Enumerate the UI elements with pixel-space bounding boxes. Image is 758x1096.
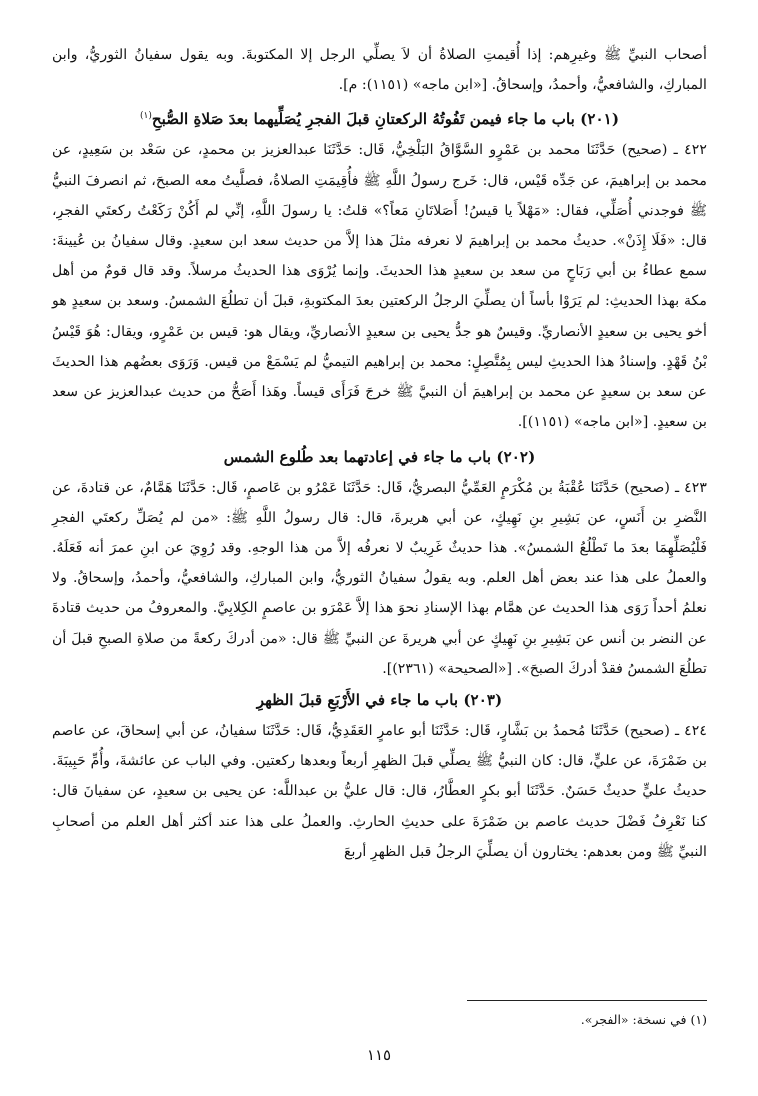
chapter-heading-202: (٢٠٢) باب ما جاء في إعادتهما بعد طُلوع الشمس (223, 447, 536, 466)
footnote-marker: (١) (139, 111, 152, 122)
hadith-422: ٤٢٢ ـ (صحيح) حَدَّثَنَا محمد بن عَمْرٍو السَّوَّاقُ البَلْخِيُّ، قَال: حَدَّثَنَا عبدالعزيز بن محمدٍ، عن سَعْد بن سَعِيدٍ، عن محمد بن إبراهيمَ، عن جَدِّه قَيْس، قال: خَرج رسولُ اللَّهِ ﷺ فأُقِيمَتِ الصلاةُ، فصلَّيتُ معه الصبحَ، ثم انصرفَ النبيُّ ﷺ فوجدني أُصَلِّي، فقال: «مَهْلاً يا قيسُ! أَصَلاتَانِ مَعاً؟» قلتُ: يا رسولَ اللَّهِ، إنِّي لم أَكُنْ رَكَعْتُ ركعتَي الفجرِ، قال: «فَلَا إِذَنْ». حديثُ محمد بن إبراهيمَ لا نعرفه مثلَ هذا إلاَّ من حديث سعد ابن سعيدٍ. وقال سفيانُ بن عُيينةَ: سمع عطاءُ بن أبي رَبَاحٍ من سعد بن سعيدٍ هذا الحديثَ. وإنما يُرْوَى هذا الحديثُ مرسلاً. وقد قال قومٌ من أهل مكة بهذا الحديثِ: لم يَرَوْا بأساً أن يصلِّيَ الرجلُ الركعتين بعدَ المكتوبةِ، قبلَ أن تطلُعَ الشمسُ. وسعد بن سعيدٍ هو أخو يحيى بن سعيدٍ الأنصاريِّ. وقيسٌ هو جدُّ يحيى بن سعيدٍ الأنصاريِّ، ويقال هو: قيس بن عَمْرٍو، ويقال: هُوَ قَيْسُ بْنُ قَهْدٍ. وإسنادُ هذا الحديثِ ليس بِمُتَّصِلٍ: محمد بن إبراهيم التيميُّ لم يَسْمَعْ من قيس. وَرَوَى بعضُهم هذا الحديثَ عن سعد بن سعيدٍ عن محمد بن إبراهيمَ أن النبيَّ ﷺ خرجَ فَرَأَى قيساً. وهَذا أَصَحُّ من حديث عبدالعزيز عن سعد بن سعيدٍ. [«ابن ماجه» (١١٥١)]. (52, 142, 707, 431)
footnote: (١) في نسخة: «الفجر». (580, 1012, 707, 1027)
paragraph-continuation: أصحاب النبيِّ ﷺ وغيرِهم: إذا أُقيمتِ الصلاةُ أن لاَ يصلِّي الرجل إلا المكتوبةَ. وبه يقول سفيانُ الثوريُّ، وابن المباركِ، والشافعيُّ، وأحمدُ، وإسحاقُ. [«ابن ماجه» (١١٥١): م]. (52, 47, 707, 94)
chapter-heading-201 (52, 101, 707, 135)
hadith-423: ٤٢٣ ـ (صحيح) حَدَّثَنَا عُقْبَةُ بن مُكْرَمٍ العَمِّيُّ البصريُّ، قَال: حَدَّثَنَا عَمْرُو بن عَاصمٍ، قَال: حَدَّثَنَا هَمَّامٌ، عن قتادةَ، عن النَّضرِ بن أَنَسٍ، عن بَشِيرِ بنِ نَهِيكٍ، عن أبي هريرةَ، قال: قال رسولُ اللَّهِ ﷺ: «من لم يُصَلِّ ركعتَي الفجرِ فَلْيُصَلِّهِمَا بعدَ ما تَطْلُعُ الشمسُ». هذا حديثٌ غَرِيبٌ لا نعرفُه إلاَّ من هذا الوجهِ. وقد رُوِيَ عن ابنِ عمرَ أنه فَعَلَهُ. والعملُ على هذا عند بعض أهل العلم. وبه يقولُ سفيانُ الثوريُّ، وابن المباركِ، والشافعيُّ، وأحمدُ، وإسحاقُ. ولا نعلمُ أحداً رَوَى هذا الحديث عن همَّام بهذا الإسنادِ نحوَ هذا إلاَّ عَمْرَو بن عاصمٍ الكِلابِيَّ. والمعروفُ من حديث قتادةَ عن النضر بن أنس عن بَشِيرِ بنِ نَهِيكٍ عن أبي هريرةَ عن النبيِّ ﷺ قال: «من أدركَ ركعةً من صلاةِ الصبحِ قبلَ أن تطلُعَ الشمسُ فقدْ أدركَ الصبحَ». [«الصحيحة» (٢٣٦١)]. (52, 479, 707, 677)
hadith-424: ٤٢٤ ـ (صحيح) حَدَّثَنَا مُحمدُ بن بَشَّارٍ، قَال: حَدَّثَنَا أبو عامرٍ العَقَدِيُّ، قَال: حَدَّثَنَا سفيانُ، عن أبي إسحاقَ، عن عاصم بن ضَمْرَةَ، عن عليٍّ، قال: كان النبيُّ ﷺ يصلِّي قبلَ الظهرِ أربعاً وبعدها ركعتين. وفي الباب عن عائشةَ، وأُمِّ حَبِيبَةَ. حديثُ عليٍّ حديثٌ حَسَنٌ. حَدَّثَنَا أبو بكرٍ العطَّارُ، قال: قال عليُّ بن عبداللَّه: عن يحيى بن سعيدٍ، عن سفيانَ قال: كنا نَعْرِفُ فَضْلَ حديث عاصم بن ضَمْرَةَ على حديثِ الحارثِ. والعملُ على هذا عند أكثر أهل العلم من أصحابِ النبيِّ ﷺ ومن بعدهم: يختارون أن يصلِّيَ الرجلُ قبل الظهرِ أربعَ (52, 722, 707, 860)
chapter-heading-201-text: (٢٠١) باب ما جاء فيمن تَفُوتُهُ الركعتانِ قبلَ الفجرِ يُصَلِّيهما بعدَ صَلاةِ الصُّبحِ (151, 110, 620, 129)
footnote-separator (467, 1000, 707, 1001)
chapter-heading-203: (٢٠٣) باب ما جاء في الأَرْبَعِ قبلَ الظهرِ (256, 690, 503, 709)
page-body (52, 40, 707, 867)
page-number: ١١٥ (366, 1046, 392, 1064)
